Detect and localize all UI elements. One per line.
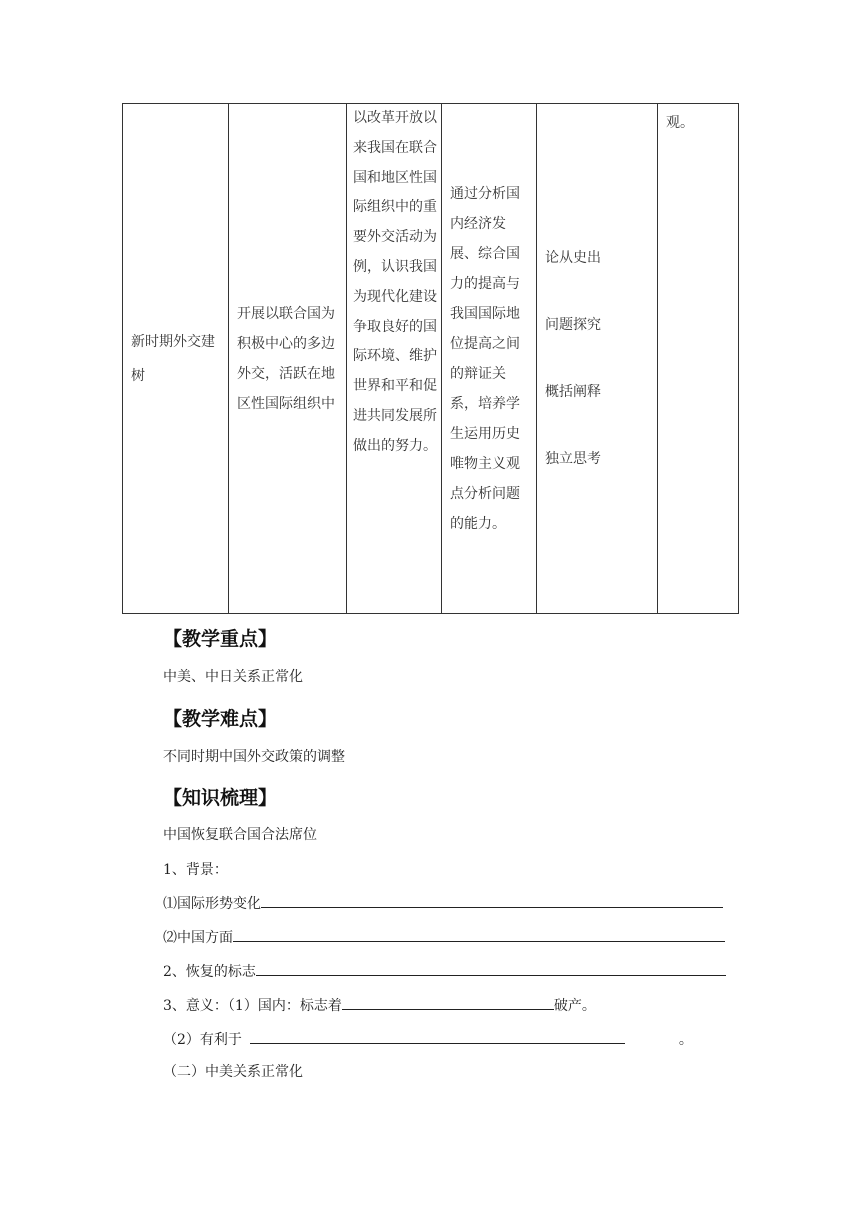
blank-line — [261, 893, 723, 908]
requirement-cell — [347, 104, 442, 614]
knowledge-title: 【知识梳理】 — [163, 787, 278, 809]
benefit-suffix: 。 — [678, 1032, 693, 1048]
topic-cell — [123, 104, 229, 614]
outline-item-significance — [163, 995, 596, 1015]
sign-label: 2、恢复的标志 — [163, 964, 256, 980]
blank-line — [233, 927, 725, 942]
key-points-title: 【教学重点】 — [163, 628, 278, 650]
outline-item-china — [163, 927, 725, 947]
ability-goal-text: 通过分析国内经济发展、综合国力的提高与我国国际地位提高之间的辩证关系，培养学生运用历史唯物主义观点分析问题的能力。 — [450, 185, 520, 532]
blank-line — [256, 961, 726, 976]
content-text: 开展以联合国为积极中心的多边外交，活跃在地区性国际组织中 — [237, 305, 335, 412]
difficulties-title: 【教学难点】 — [163, 708, 278, 730]
blank-line — [342, 995, 554, 1010]
significance-suffix: 破产。 — [553, 998, 596, 1014]
method-item: 独立思考 — [545, 450, 601, 467]
outline-item-background: 1、背景： — [163, 862, 228, 878]
value-cell — [658, 104, 739, 614]
outline-item-sign — [163, 961, 726, 981]
outline-subheading: （二）中美关系正常化 — [163, 1064, 303, 1080]
method-item: 论从史出 — [545, 249, 601, 266]
difficulties-text: 不同时期中国外交政策的调整 — [163, 749, 345, 765]
method-item: 概括阐释 — [545, 383, 601, 400]
international-label: ⑴国际形势变化 — [163, 896, 261, 912]
significance-label: 3、意义：（1）国内：标志着 — [163, 998, 342, 1014]
benefit-label: （2）有利于 — [163, 1032, 242, 1048]
outline-item-international — [163, 893, 723, 913]
value-text: 观。 — [666, 115, 694, 131]
key-points-text: 中美、中日关系正常化 — [163, 669, 303, 685]
requirement-text: 以改革开放以来我国在联合国和地区性国际组织中的重要外交活动为例，认识我国为现代化建设争取良好的国际环境、维护世界和平和促进共同发展所做出的努力。 — [353, 110, 437, 454]
outline-heading: 中国恢复联合国合法席位 — [163, 827, 317, 843]
blank-line — [250, 1029, 625, 1044]
method-item: 问题探究 — [545, 316, 601, 333]
outline-item-benefit — [163, 1029, 693, 1049]
lesson-objectives-table — [122, 103, 739, 614]
ability-goal-cell — [442, 104, 537, 614]
topic-text: 新时期外交建树 — [131, 333, 215, 384]
method-cell — [537, 104, 658, 614]
content-cell — [229, 104, 347, 614]
china-label: ⑵中国方面 — [163, 930, 233, 946]
